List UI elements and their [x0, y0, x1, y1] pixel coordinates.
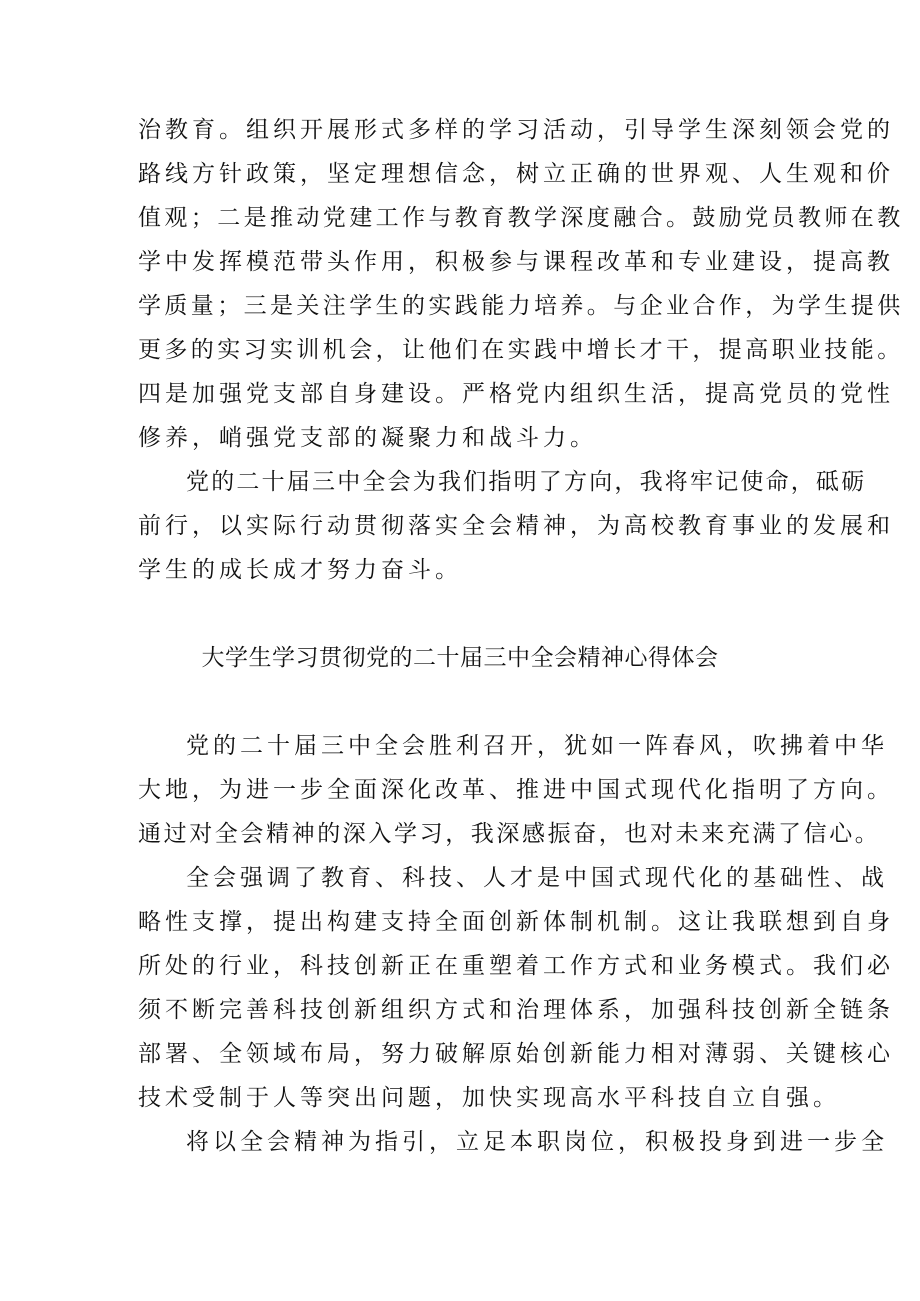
paragraph-1-line: 通过对全会精神的深入学习，我深感振奋，也对未来充满了信心。 [138, 821, 881, 847]
closing-paragraph-line: 党的二十届三中全会为我们指明了方向，我将牢记使命，砥砺 [186, 469, 867, 495]
paragraph-2-line: 须不断完善科技创新组织方式和治理体系，加强科技创新全链条 [138, 997, 894, 1023]
article-title: 大学生学习贯彻党的二十届三中全会精神心得体会 [201, 645, 719, 671]
paragraph-2-line: 全会强调了教育、科技、人才是中国式现代化的基础性、战 [186, 865, 888, 891]
prev-body-line: 学质量；三是关注学生的实践能力培养。与企业合作，为学生提供 [138, 293, 904, 319]
closing-paragraph-line: 学生的成长成才努力奋斗。 [138, 557, 462, 583]
prev-body-line: 四是加强党支部自身建设。严格党内组织生活，提高党员的党性 [138, 381, 894, 407]
paragraph-2-line: 所处的行业，科技创新正在重塑着工作方式和业务模式。我们必 [138, 953, 894, 979]
prev-body-line: 治教育。组织开展形式多样的学习活动，引导学生深刻领会党的 [138, 117, 894, 143]
paragraph-1-line: 大地，为进一步全面深化改革、推进中国式现代化指明了方向。 [138, 777, 894, 803]
closing-paragraph-line: 前行，以实际行动贯彻落实全会精神，为高校教育事业的发展和 [138, 513, 894, 539]
paragraph-2-line: 部署、全领域布局，努力破解原始创新能力相对薄弱、关键核心 [138, 1041, 894, 1067]
paragraph-2-line: 技术受制于人等突出问题，加快实现高水平科技自立自强。 [138, 1085, 840, 1111]
prev-body-line: 更多的实习实训机会，让他们在实践中增长才干，提高职业技能。 [138, 337, 904, 363]
paragraph-1-line: 党的二十届三中全会胜利召开，犹如一阵春风，吹拂着中华 [186, 733, 888, 759]
paragraph-2-line: 略性支撑，提出构建支持全面创新体制机制。这让我联想到自身 [138, 909, 894, 935]
prev-body-line: 值观；二是推动党建工作与教育教学深度融合。鼓励党员教师在教 [138, 205, 904, 231]
paragraph-3-line: 将以全会精神为指引，立足本职岗位，积极投身到进一步全 [186, 1129, 888, 1155]
prev-body-line: 修养，峭强党支部的凝聚力和战斗力。 [138, 425, 597, 451]
prev-body-line: 学中发挥模范带头作用，积极参与课程改革和专业建设，提高教 [138, 249, 894, 275]
prev-body-line: 路线方针政策，坚定理想信念，树立正确的世界观、人生观和价 [138, 161, 894, 187]
